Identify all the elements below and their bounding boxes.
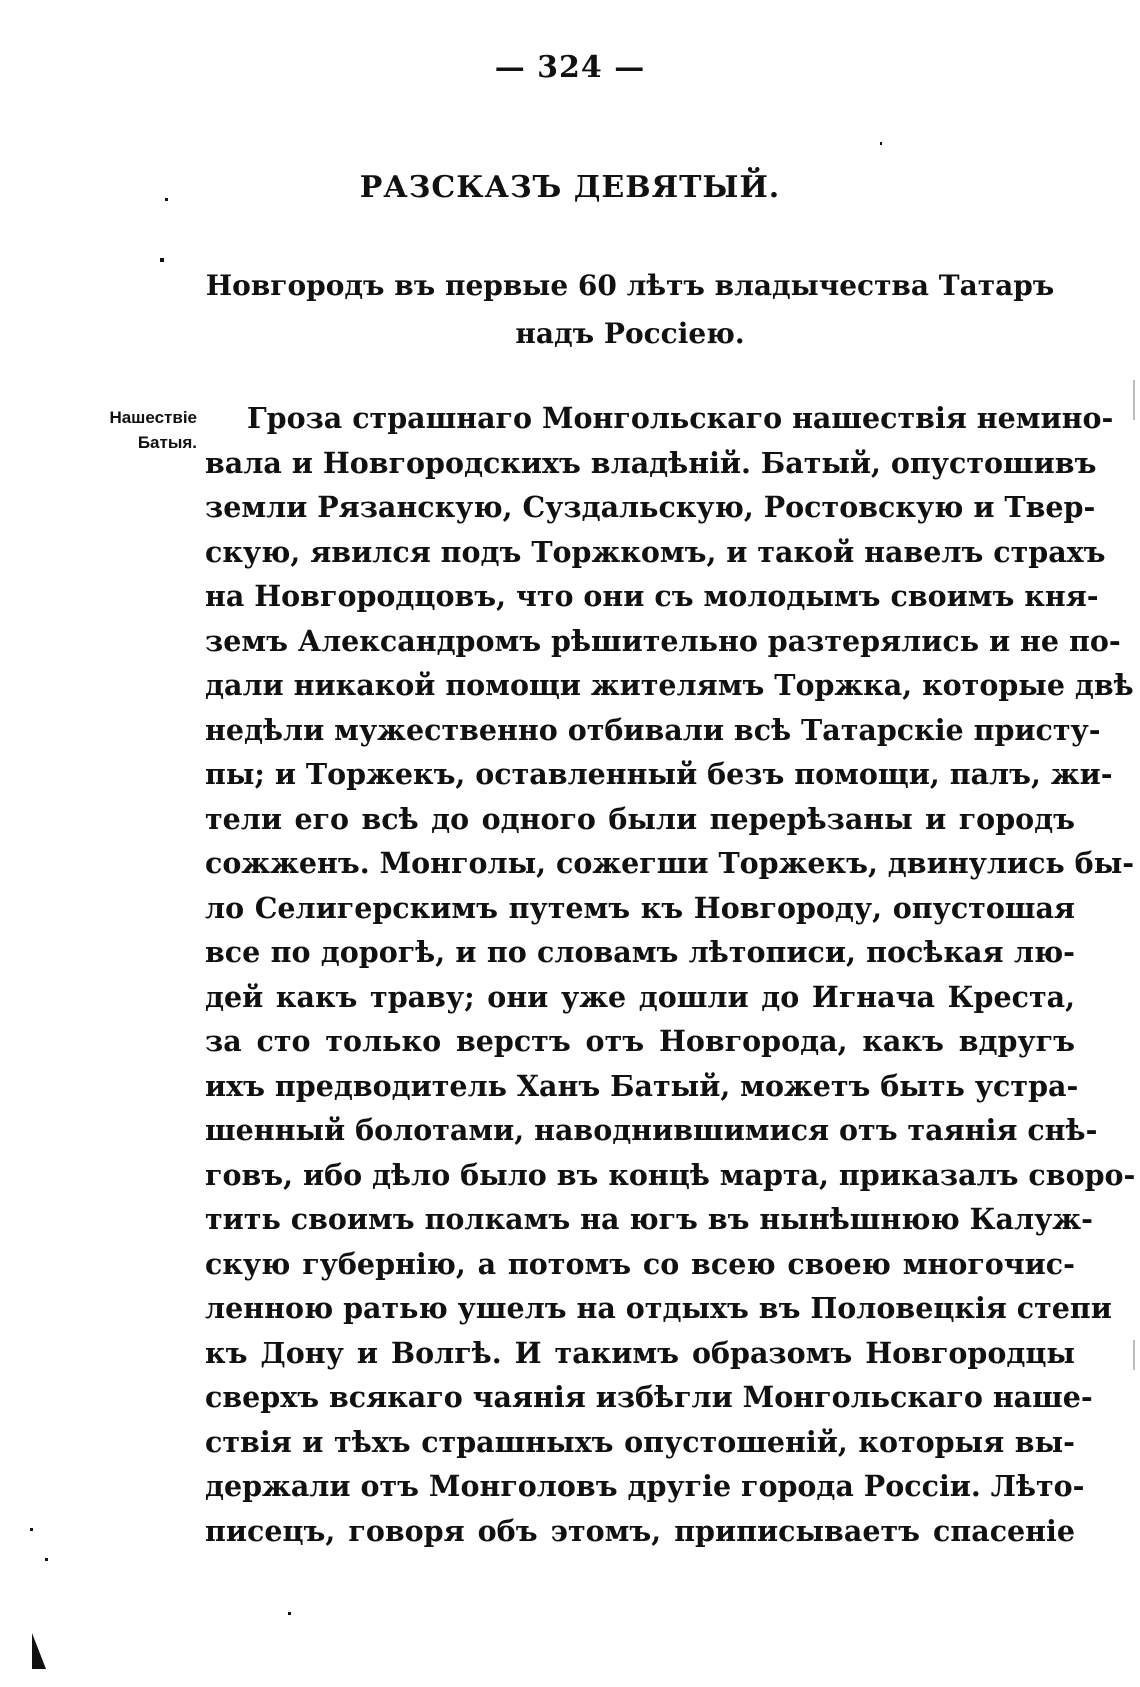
text-line: сверхъ всякаго чаянiя избѣгли Монгольскаго наше- <box>205 1380 1093 1414</box>
text-line: ло Селигерскимъ путемъ къ Новгороду, опустошая <box>205 890 1075 925</box>
margin-note-line: Нашествiе <box>109 408 197 427</box>
text-line: земъ Александромъ рѣшительно разтерялись и не по- <box>205 623 1121 658</box>
text-line: земли Рязанскую, Суздальскую, Ростовскую и Твер- <box>205 490 1096 524</box>
text-line: вала и Новгородскихъ владѣнiй. Батый, опустошивъ <box>205 445 1097 480</box>
text-line: сожженъ. Монголы, сожегши Торжекъ, двинулись бы- <box>205 846 1135 880</box>
scan-edge-line <box>1133 1340 1135 1370</box>
margin-note <box>72 405 197 455</box>
text-line: ленною ратью ушелъ на отдыхъ въ Половецкiя степи <box>205 1291 1112 1325</box>
scan-speck <box>45 1558 48 1561</box>
margin-note-line: Батыя. <box>137 433 197 452</box>
text-line: къ Дону и Волгѣ. И такимъ образомъ Новгородцы <box>205 1335 1075 1370</box>
scan-speck <box>880 142 882 145</box>
text-line: скую губернiю, а потомъ со всею своею многочис- <box>205 1246 1075 1281</box>
subtitle-line: Новгородъ въ первые 60 лѣтъ владычества Татаръ <box>205 269 1055 302</box>
chapter-subtitle <box>195 262 1065 358</box>
subtitle-line: надъ Россiею. <box>515 317 745 350</box>
text-line: говъ, ибо дѣло было въ концѣ марта, приказалъ своро- <box>205 1157 1136 1192</box>
page-number: — 324 — <box>494 50 646 85</box>
scan-speck <box>288 1612 291 1615</box>
text-line: Гроза страшнаго Монгольскаго нашествiя немино- <box>247 401 1114 435</box>
text-line: недѣли мужественно отбивали всѣ Татарскiе присту- <box>205 712 1101 747</box>
text-line: писецъ, говоря объ этомъ, приписываетъ спасенiе <box>205 1513 1075 1548</box>
scan-edge-line <box>1133 380 1135 420</box>
scan-speck <box>30 1528 33 1531</box>
text-line: все по дорогѣ, и по словамъ лѣтописи, посѣкая лю- <box>205 935 1075 969</box>
text-line: на Новгородцовъ, что они съ молодымъ своимъ кня- <box>205 579 1099 613</box>
text-line: ствiя и тѣхъ страшныхъ опустошенiй, которыя вы- <box>205 1424 1075 1459</box>
corner-scan-mark <box>32 1633 46 1669</box>
text-line: держали отъ Монголовъ другiе города Россiи. Лѣто- <box>205 1469 1085 1503</box>
chapter-title: РАЗСКАЗЪ ДЕВЯТЫЙ. <box>359 170 781 205</box>
text-line: дей какъ траву; они уже дошли до Игнача Креста, <box>205 979 1075 1014</box>
text-line: тить своимъ полкамъ на югъ въ нынѣшнюю Калуж- <box>205 1202 1093 1236</box>
text-line: за сто только верстъ отъ Новгорода, какъ вдругъ <box>205 1024 1075 1058</box>
text-line: ихъ предводитель Ханъ Батый, можетъ быть устра- <box>205 1068 1079 1103</box>
text-line: тели его всѣ до одного были перерѣзаны и городъ <box>205 801 1075 836</box>
text-line: дали никакой помощи жителямъ Торжка, которые двѣ <box>205 668 1134 702</box>
body-paragraph <box>205 396 1136 1553</box>
scan-speck <box>160 258 164 262</box>
text-line: шенный болотами, наводнившимися отъ таянiя снѣ- <box>205 1113 1098 1147</box>
scan-speck <box>165 198 168 201</box>
text-line: пы; и Торжекъ, оставленный безъ помощи, палъ, жи- <box>205 757 1113 791</box>
text-line: скую, явился подъ Торжкомъ, и такой навелъ страхъ <box>205 534 1106 569</box>
